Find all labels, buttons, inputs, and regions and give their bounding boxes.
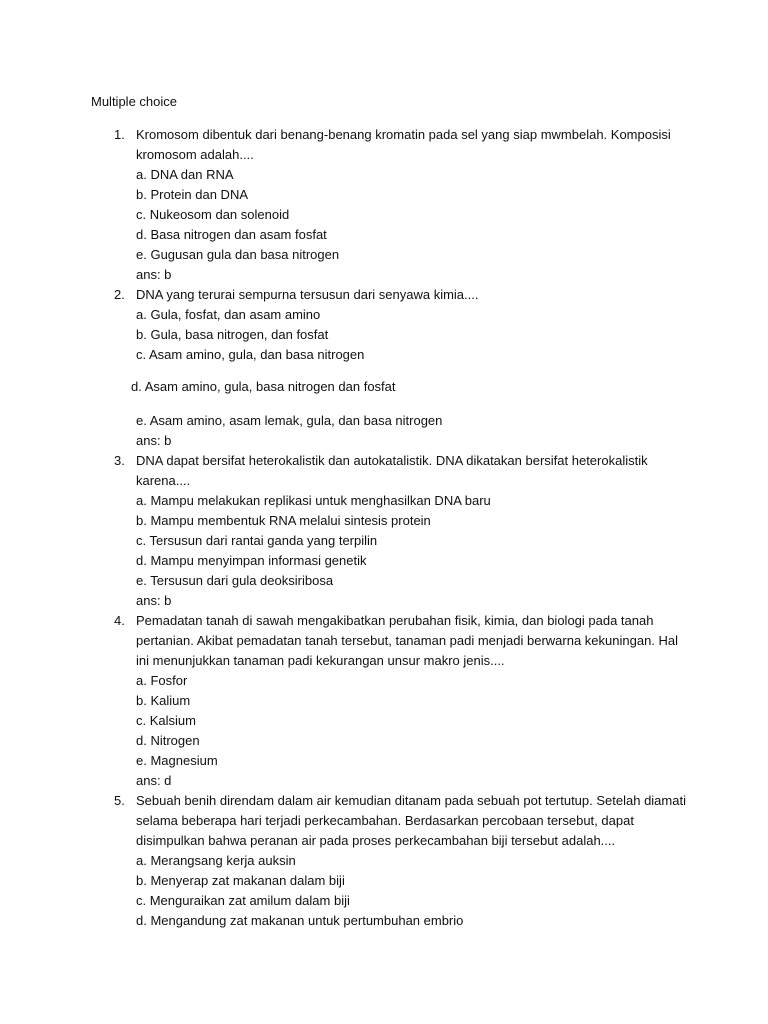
question-stem-line: DNA yang terurai sempurna tersusun dari senyawa kimia.... bbox=[136, 287, 479, 302]
answer-key: ans: b bbox=[136, 267, 172, 282]
question-stem-line: karena.... bbox=[136, 473, 191, 488]
question-number: 1. bbox=[114, 127, 125, 142]
answer-option: b. Protein dan DNA bbox=[136, 187, 249, 202]
answer-option: a. Merangsang kerja auksin bbox=[136, 853, 296, 868]
answer-key: ans: d bbox=[136, 773, 172, 788]
answer-option: d. Mampu menyimpan informasi genetik bbox=[136, 553, 367, 568]
answer-option: c. Nukeosom dan solenoid bbox=[136, 207, 290, 222]
answer-option: a. Gula, fosfat, dan asam amino bbox=[136, 307, 321, 322]
answer-option: a. Fosfor bbox=[136, 673, 188, 688]
answer-option: a. DNA dan RNA bbox=[136, 167, 234, 182]
answer-key: ans: b bbox=[136, 433, 172, 448]
answer-option: e. Magnesium bbox=[136, 753, 218, 768]
question-stem-line: Pemadatan tanah di sawah mengakibatkan perubahan fisik, kimia, dan biologi pada tanah bbox=[136, 613, 654, 628]
question-number: 2. bbox=[114, 287, 125, 302]
question-stem-line: DNA dapat bersifat heterokalistik dan autokatalistik. DNA dikatakan bersifat heterokalistik bbox=[136, 453, 648, 468]
question-stem-line: ini menunjukkan tanaman padi kekurangan unsur makro jenis.... bbox=[136, 653, 505, 668]
answer-option: b. Mampu membentuk RNA melalui sintesis protein bbox=[136, 513, 431, 528]
answer-option: d. Nitrogen bbox=[136, 733, 200, 748]
question-number: 3. bbox=[114, 453, 125, 468]
answer-option: e. Asam amino, asam lemak, gula, dan basa nitrogen bbox=[136, 413, 443, 428]
question-stem-line: Kromosom dibentuk dari benang-benang kromatin pada sel yang siap mwmbelah. Komposisi bbox=[136, 127, 671, 142]
question-number: 5. bbox=[114, 793, 125, 808]
answer-option: e. Tersusun dari gula deoksiribosa bbox=[136, 573, 334, 588]
question-stem-line: selama beberapa hari terjadi perkecambahan. Berdasarkan percobaan tersebut, dapat bbox=[136, 813, 634, 828]
answer-option: b. Gula, basa nitrogen, dan fosfat bbox=[136, 327, 329, 342]
answer-option: c. Tersusun dari rantai ganda yang terpilin bbox=[136, 533, 378, 548]
answer-option: c. Menguraikan zat amilum dalam biji bbox=[136, 893, 350, 908]
question-stem-line: Sebuah benih direndam dalam air kemudian ditanam pada sebuah pot tertutup. Setelah diamati bbox=[136, 793, 686, 808]
answer-option: c. Asam amino, gula, dan basa nitrogen bbox=[136, 347, 365, 362]
answer-option: b. Kalium bbox=[136, 693, 191, 708]
answer-option: d. Asam amino, gula, basa nitrogen dan fosfat bbox=[131, 379, 396, 394]
answer-option: d. Basa nitrogen dan asam fosfat bbox=[136, 227, 327, 242]
answer-option: d. Mengandung zat makanan untuk pertumbuhan embrio bbox=[136, 913, 464, 928]
question-stem-line: pertanian. Akibat pemadatan tanah tersebut, tanaman padi menjadi berwarna kekuningan. Hal bbox=[136, 633, 679, 648]
answer-option: b. Menyerap zat makanan dalam biji bbox=[136, 873, 345, 888]
document-heading: Multiple choice bbox=[91, 94, 177, 109]
answer-option: c. Kalsium bbox=[136, 713, 196, 728]
question-stem-line: disimpulkan bahwa peranan air pada proses perkecambahan biji tersebut adalah.... bbox=[136, 833, 616, 848]
answer-key: ans: b bbox=[136, 593, 172, 608]
answer-option: e. Gugusan gula dan basa nitrogen bbox=[136, 247, 340, 262]
answer-option: a. Mampu melakukan replikasi untuk menghasilkan DNA baru bbox=[136, 493, 491, 508]
question-number: 4. bbox=[114, 613, 125, 628]
question-stem-line: kromosom adalah.... bbox=[136, 147, 254, 162]
